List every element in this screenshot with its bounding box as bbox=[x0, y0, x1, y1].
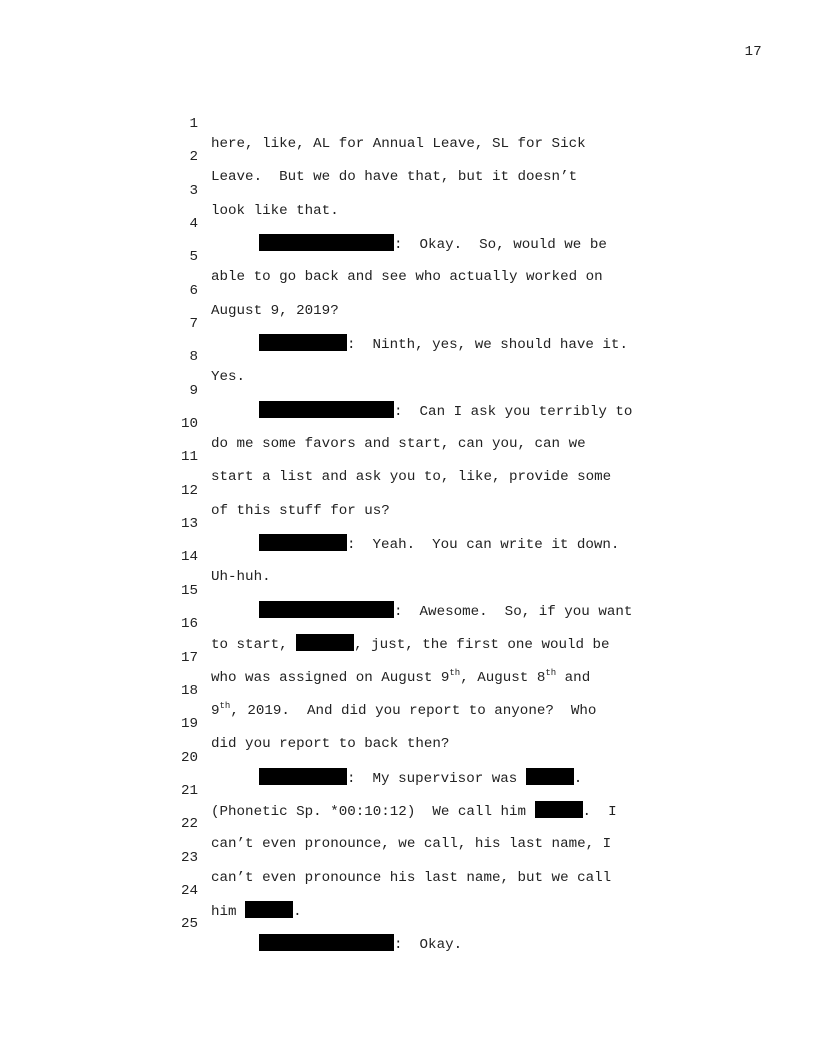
transcript-line bbox=[166, 127, 726, 186]
transcript-line bbox=[166, 294, 726, 354]
ordinal-superscript: th bbox=[545, 667, 557, 678]
line-text: : Awesome. So, if you want bbox=[394, 603, 633, 620]
line-number: 5 bbox=[189, 249, 198, 266]
speaker-line bbox=[259, 934, 462, 955]
line-number: 19 bbox=[180, 716, 198, 733]
transcript-line bbox=[166, 794, 726, 853]
line-text-segment: , 2019. And did you report to anyone? Who bbox=[230, 702, 597, 719]
line-text-segment: to start, bbox=[211, 637, 297, 654]
transcript-line bbox=[166, 94, 726, 152]
line-text: able to go back and see who actually worked on bbox=[211, 269, 603, 286]
line-number: 14 bbox=[180, 549, 198, 566]
line-text: August 9, 2019? bbox=[211, 302, 339, 319]
line-text: did you report to back then? bbox=[211, 736, 450, 753]
line-number: 17 bbox=[180, 649, 198, 666]
line-number: 18 bbox=[180, 682, 198, 699]
page-number: 17 bbox=[744, 44, 762, 60]
ordinal-superscript: th bbox=[219, 700, 231, 711]
transcript-line bbox=[166, 527, 726, 586]
transcript-line bbox=[166, 327, 726, 386]
transcript-line bbox=[166, 728, 726, 787]
line-text-segment: (Phonetic Sp. *00:10:12) We call him bbox=[211, 803, 535, 820]
line-number: 3 bbox=[189, 182, 198, 199]
line-number: 23 bbox=[180, 849, 198, 866]
line-number: 10 bbox=[180, 416, 198, 433]
line-text-segment: and bbox=[556, 669, 591, 686]
line-number: 2 bbox=[189, 149, 198, 166]
line-text-segment: who was assigned on August 9 bbox=[211, 669, 450, 686]
transcript-line bbox=[166, 661, 726, 719]
transcript-body bbox=[166, 94, 726, 954]
line-number: 20 bbox=[180, 749, 198, 766]
transcript-line bbox=[166, 261, 726, 319]
line-number: 25 bbox=[180, 916, 198, 933]
line-text: start a list and ask you to, like, provide some bbox=[211, 469, 612, 486]
line-text-segment: . bbox=[293, 903, 302, 920]
transcript-line bbox=[166, 561, 726, 620]
transcript-line bbox=[166, 628, 726, 686]
line-text: can’t even pronounce his last name, but we call bbox=[211, 869, 612, 886]
line-text: Uh-huh. bbox=[211, 569, 271, 586]
line-text: Yes. bbox=[211, 369, 246, 386]
transcript-line bbox=[166, 494, 726, 554]
transcript-line bbox=[166, 861, 726, 920]
line-number: 6 bbox=[189, 282, 198, 299]
line-number: 13 bbox=[180, 516, 198, 533]
transcript-line bbox=[166, 761, 726, 820]
transcript-line bbox=[166, 394, 726, 453]
line-number: 7 bbox=[189, 316, 198, 333]
transcript-line bbox=[166, 161, 726, 219]
transcript-line bbox=[166, 227, 726, 286]
transcript-line bbox=[166, 361, 726, 420]
transcript-line bbox=[166, 594, 726, 654]
transcript-line bbox=[166, 427, 726, 486]
line-text: : Okay. bbox=[394, 937, 463, 954]
line-text: of this stuff for us? bbox=[211, 502, 390, 519]
line-text: here, like, AL for Annual Leave, SL for Sick bbox=[211, 136, 586, 152]
line-text-segment: 9 bbox=[211, 702, 220, 719]
line-number: 15 bbox=[180, 582, 198, 599]
line-number: 8 bbox=[189, 349, 198, 366]
line-number: 12 bbox=[180, 482, 198, 499]
line-number: 9 bbox=[189, 382, 198, 399]
line-text-segment: : My supervisor was bbox=[347, 770, 526, 787]
line-text: : Okay. So, would we be bbox=[394, 237, 607, 254]
line-number: 21 bbox=[180, 782, 198, 799]
line-text-segment: him bbox=[211, 903, 246, 920]
transcript-line bbox=[166, 461, 726, 519]
line-text-segment: . bbox=[573, 770, 583, 787]
redacted-speaker-name bbox=[259, 934, 394, 951]
transcript-line bbox=[166, 194, 726, 254]
line-number: 16 bbox=[180, 616, 198, 633]
line-text-segment: , just, the first one would be bbox=[354, 637, 610, 654]
line-text: : Ninth, yes, we should have it. bbox=[347, 337, 628, 354]
line-text: look like that. bbox=[211, 202, 339, 219]
line-number: 1 bbox=[189, 116, 198, 132]
transcript-line bbox=[166, 894, 726, 954]
line-number: 11 bbox=[180, 449, 198, 466]
transcript-line bbox=[166, 828, 726, 886]
line-text: : Yeah. You can write it down. bbox=[347, 537, 620, 554]
line-text: Leave. But we do have that, but it doesn’t bbox=[211, 169, 578, 186]
line-number: 22 bbox=[180, 816, 198, 833]
line-text: : Can I ask you terribly to bbox=[394, 403, 633, 420]
line-text-segment: . I bbox=[582, 803, 617, 820]
line-number: 4 bbox=[189, 216, 198, 233]
transcript-line bbox=[166, 694, 726, 753]
line-text: can’t even pronounce, we call, his last name, I bbox=[211, 836, 612, 853]
line-text: do me some favors and start, can you, can we bbox=[211, 436, 586, 453]
line-number: 24 bbox=[180, 882, 198, 899]
ordinal-superscript: th bbox=[449, 667, 461, 678]
line-text-segment: , August 8 bbox=[460, 669, 546, 686]
